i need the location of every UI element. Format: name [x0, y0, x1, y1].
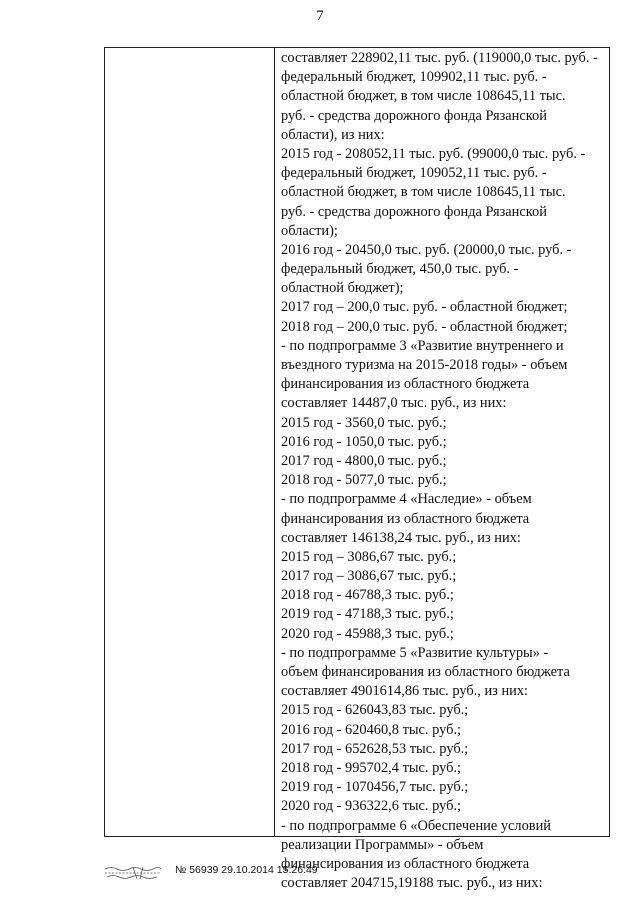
table-text-line: федеральный бюджет, 109902,11 тыс. руб. - [281, 69, 547, 86]
table-text-line: 2015 год - 208052,11 тыс. руб. (99000,0 тыс. руб. - [281, 145, 586, 162]
table-right-cell [281, 49, 609, 893]
table-text-line: объем финансирования из областного бюджета [281, 664, 570, 680]
table-text-line: 2019 год - 47188,3 тыс. руб.; [281, 606, 454, 623]
table-text-line: составляет 204715,19188 тыс. руб., из них: [281, 875, 543, 892]
table-text-line: областной бюджет, в том числе 108645,11 тыс. [281, 88, 566, 105]
table-text-line: 2018 год - 5077,0 тыс. руб.; [281, 472, 447, 489]
table-text-line: - по подпрограмме 6 «Обеспечение условий [281, 817, 552, 834]
table-text-line: 2019 год - 1070456,7 тыс. руб.; [281, 779, 469, 796]
table-text-line: 2017 год - 652628,53 тыс. руб.; [281, 740, 469, 757]
table-text-line: федеральный бюджет, 109052,11 тыс. руб. - [281, 165, 547, 182]
table-text-line: 2015 год - 3560,0 тыс. руб.; [281, 414, 447, 431]
table-text-line: 2016 год - 1050,0 тыс. руб.; [281, 433, 447, 450]
table-text-line: области); [281, 222, 338, 239]
table-text-line: руб. - средства дорожного фонда Рязанской [281, 203, 547, 220]
table-text-line: областной бюджет, в том числе 108645,11 тыс. [281, 184, 566, 201]
table-text-line: финансирования из областного бюджета [281, 510, 530, 527]
page-number: 7 [316, 8, 324, 24]
table-text-line: федеральный бюджет, 450,0 тыс. руб. - [281, 261, 519, 278]
table-text-line: 2020 год - 936322,6 тыс. руб.; [281, 798, 462, 815]
table-text-line: составляет 14487,0 тыс. руб., из них: [281, 395, 507, 412]
table-text-line: составляет 4901614,86 тыс. руб., из них: [281, 683, 529, 700]
table-text-line: 2018 год - 995702,4 тыс. руб.; [281, 759, 462, 776]
table-text-line: реализации Программы» - объем [281, 836, 484, 853]
column-divider [274, 48, 275, 836]
table-text-line: 2018 год – 200,0 тыс. руб. - областной бюджет; [281, 318, 568, 335]
table-text-line: 2020 год - 45988,3 тыс. руб.; [281, 625, 454, 642]
table-text-line: 2016 год - 20450,0 тыс. руб. (20000,0 тыс. руб. - [281, 241, 572, 258]
table-text-line: составляет 228902,11 тыс. руб. (119000,0 тыс. руб. - [281, 50, 598, 66]
table-text-line: въездного туризма на 2015-2018 годы» - объем [281, 357, 568, 373]
table-text-line: - по подпрограмме 4 «Наследие» - объем [281, 491, 532, 508]
table-text-line: областной бюджет); [281, 280, 404, 297]
table-text-line: финансирования из областного бюджета [281, 376, 530, 393]
table-text-line: 2015 год – 3086,67 тыс. руб.; [281, 548, 457, 565]
table-text-line: составляет 146138,24 тыс. руб., из них: [281, 529, 521, 546]
table-text-line: 2015 год - 626043,83 тыс. руб.; [281, 702, 469, 719]
table-text-line: 2016 год - 620460,8 тыс. руб.; [281, 721, 462, 738]
table-text-line: 2017 год - 4800,0 тыс. руб.; [281, 452, 447, 469]
table-text-line: руб. - средства дорожного фонда Рязанской [281, 107, 547, 124]
table-text-line: области), из них: [281, 126, 385, 143]
table-text-line: 2017 год – 200,0 тыс. руб. - областной бюджет; [281, 299, 568, 316]
table-text-line: 2017 год – 3086,67 тыс. руб.; [281, 568, 457, 585]
table-text-line: финансирования из областного бюджета [281, 855, 530, 872]
table-text-line: - по подпрограмме 5 «Развитие культуры» - [281, 644, 549, 661]
registration-stamp-icon [103, 865, 163, 881]
table-text-line: - по подпрограмме 3 «Развитие внутреннего и [281, 337, 564, 354]
table-text-line: 2018 год - 46788,3 тыс. руб.; [281, 587, 454, 604]
registration-number-text: № 56939 29.10.2014 15:26:49 [175, 864, 318, 876]
